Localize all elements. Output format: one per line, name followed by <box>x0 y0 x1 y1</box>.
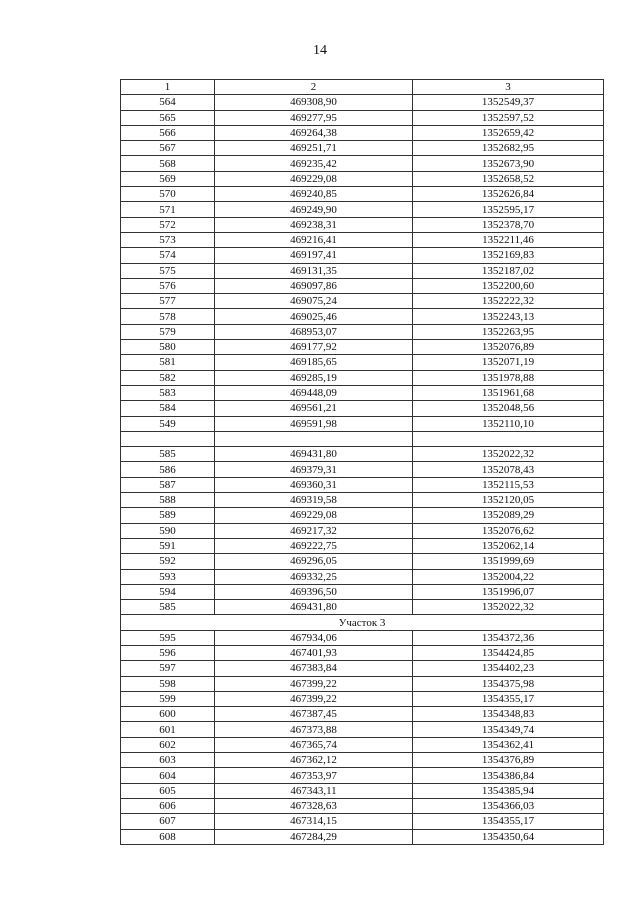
x-coordinate-cell: 469308,90 <box>215 95 413 110</box>
y-coordinate-cell: 1354402,23 <box>413 661 604 676</box>
x-coordinate-cell: 469396,50 <box>215 584 413 599</box>
x-coordinate-cell: 467373,88 <box>215 722 413 737</box>
point-number-cell: 585 <box>121 600 215 615</box>
x-coordinate-cell: 467399,22 <box>215 676 413 691</box>
table-row <box>121 798 604 813</box>
x-coordinate-cell: 467343,11 <box>215 783 413 798</box>
point-number-cell: 599 <box>121 691 215 706</box>
point-number-cell: 574 <box>121 248 215 263</box>
x-coordinate-cell: 469591,98 <box>215 416 413 431</box>
table-row <box>121 294 604 309</box>
table-row <box>121 278 604 293</box>
point-number-cell: 590 <box>121 523 215 538</box>
x-coordinate-cell: 467362,12 <box>215 753 413 768</box>
x-coordinate-cell: 469249,90 <box>215 202 413 217</box>
table-row <box>121 309 604 324</box>
table-row <box>121 370 604 385</box>
y-coordinate-cell: 1354348,83 <box>413 707 604 722</box>
y-coordinate-cell: 1352076,89 <box>413 340 604 355</box>
table-row <box>121 110 604 125</box>
y-coordinate-cell: 1352089,29 <box>413 508 604 523</box>
y-coordinate-cell: 1352110,10 <box>413 416 604 431</box>
table-row <box>121 248 604 263</box>
x-coordinate-cell: 469229,08 <box>215 508 413 523</box>
y-coordinate-cell: 1352048,56 <box>413 401 604 416</box>
table-row <box>121 431 604 446</box>
table-row <box>121 401 604 416</box>
x-coordinate-cell: 467387,45 <box>215 707 413 722</box>
point-number-cell: 582 <box>121 370 215 385</box>
x-coordinate-cell: 469075,24 <box>215 294 413 309</box>
table-row <box>121 554 604 569</box>
point-number-cell: 587 <box>121 477 215 492</box>
point-number-cell: 568 <box>121 156 215 171</box>
y-coordinate-cell: 1352682,95 <box>413 141 604 156</box>
point-number-cell: 585 <box>121 447 215 462</box>
table-row <box>121 156 604 171</box>
x-coordinate-cell: 469185,65 <box>215 355 413 370</box>
point-number-cell: 565 <box>121 110 215 125</box>
point-number-cell: 577 <box>121 294 215 309</box>
x-coordinate-cell: 467365,74 <box>215 737 413 752</box>
y-coordinate-cell: 1354372,36 <box>413 630 604 645</box>
point-number-cell: 588 <box>121 493 215 508</box>
table-row <box>121 722 604 737</box>
point-number-cell: 583 <box>121 385 215 400</box>
x-coordinate-cell <box>215 431 413 446</box>
table-row <box>121 477 604 492</box>
y-coordinate-cell: 1351996,07 <box>413 584 604 599</box>
point-number-cell: 597 <box>121 661 215 676</box>
table-row <box>121 538 604 553</box>
y-coordinate-cell: 1354362,41 <box>413 737 604 752</box>
table-row <box>121 508 604 523</box>
x-coordinate-cell: 468953,07 <box>215 324 413 339</box>
x-coordinate-cell: 469431,80 <box>215 447 413 462</box>
x-coordinate-cell: 469197,41 <box>215 248 413 263</box>
x-coordinate-cell: 469285,19 <box>215 370 413 385</box>
table-row <box>121 385 604 400</box>
point-number-cell: 566 <box>121 125 215 140</box>
table-row <box>121 691 604 706</box>
x-coordinate-cell: 467284,29 <box>215 829 413 844</box>
point-number-cell: 575 <box>121 263 215 278</box>
point-number-cell: 578 <box>121 309 215 324</box>
table-row <box>121 753 604 768</box>
y-coordinate-cell: 1352626,84 <box>413 187 604 202</box>
y-coordinate-cell: 1352222,32 <box>413 294 604 309</box>
y-coordinate-cell: 1352022,32 <box>413 447 604 462</box>
x-coordinate-cell: 469235,42 <box>215 156 413 171</box>
y-coordinate-cell: 1354375,98 <box>413 676 604 691</box>
table-row <box>121 600 604 615</box>
x-coordinate-cell: 467314,15 <box>215 814 413 829</box>
table-row <box>121 171 604 186</box>
y-coordinate-cell: 1352595,17 <box>413 202 604 217</box>
table-row <box>121 462 604 477</box>
point-number-cell: 567 <box>121 141 215 156</box>
table-row <box>121 814 604 829</box>
point-number-cell: 606 <box>121 798 215 813</box>
table-row <box>121 569 604 584</box>
point-number-cell: 602 <box>121 737 215 752</box>
x-coordinate-cell: 469332,25 <box>215 569 413 584</box>
table-row <box>121 661 604 676</box>
x-coordinate-cell: 469229,08 <box>215 171 413 186</box>
point-number-cell: 595 <box>121 630 215 645</box>
point-number-cell: 564 <box>121 95 215 110</box>
point-number-cell: 584 <box>121 401 215 416</box>
x-coordinate-cell: 469360,31 <box>215 477 413 492</box>
coordinates-table-body <box>121 80 604 845</box>
table-row <box>121 232 604 247</box>
x-coordinate-cell: 469264,38 <box>215 125 413 140</box>
y-coordinate-cell: 1352169,83 <box>413 248 604 263</box>
y-coordinate-cell: 1352120,05 <box>413 493 604 508</box>
table-row <box>121 141 604 156</box>
section-row <box>121 615 604 630</box>
point-number-cell: 603 <box>121 753 215 768</box>
y-coordinate-cell: 1354376,89 <box>413 753 604 768</box>
table-row <box>121 707 604 722</box>
table-row <box>121 783 604 798</box>
point-number-cell: 586 <box>121 462 215 477</box>
y-coordinate-cell: 1354366,03 <box>413 798 604 813</box>
point-number-cell: 576 <box>121 278 215 293</box>
table-row <box>121 645 604 660</box>
y-coordinate-cell: 1352115,53 <box>413 477 604 492</box>
coordinates-table <box>120 79 604 845</box>
x-coordinate-cell: 469448,09 <box>215 385 413 400</box>
x-coordinate-cell: 467383,84 <box>215 661 413 676</box>
y-coordinate-cell: 1352659,42 <box>413 125 604 140</box>
y-coordinate-cell: 1351999,69 <box>413 554 604 569</box>
table-row <box>121 829 604 844</box>
table-row <box>121 125 604 140</box>
point-number-cell: 569 <box>121 171 215 186</box>
y-coordinate-cell: 1352378,70 <box>413 217 604 232</box>
table-header-row <box>121 80 604 95</box>
point-number-cell: 572 <box>121 217 215 232</box>
table-row <box>121 340 604 355</box>
y-coordinate-cell: 1352022,32 <box>413 600 604 615</box>
y-coordinate-cell: 1352211,46 <box>413 232 604 247</box>
x-coordinate-cell: 469277,95 <box>215 110 413 125</box>
section-title: Участок 3 <box>121 615 604 630</box>
table-row <box>121 324 604 339</box>
x-coordinate-cell: 469238,31 <box>215 217 413 232</box>
x-coordinate-cell: 469177,92 <box>215 340 413 355</box>
y-coordinate-cell: 1354349,74 <box>413 722 604 737</box>
point-number-cell: 593 <box>121 569 215 584</box>
y-coordinate-cell: 1352263,95 <box>413 324 604 339</box>
y-coordinate-cell: 1352549,37 <box>413 95 604 110</box>
x-coordinate-cell: 467353,97 <box>215 768 413 783</box>
x-coordinate-cell: 467934,06 <box>215 630 413 645</box>
x-coordinate-cell: 469097,86 <box>215 278 413 293</box>
x-coordinate-cell: 469379,31 <box>215 462 413 477</box>
point-number-cell: 581 <box>121 355 215 370</box>
column-header: 3 <box>413 80 604 95</box>
x-coordinate-cell: 469025,46 <box>215 309 413 324</box>
point-number-cell: 579 <box>121 324 215 339</box>
point-number-cell: 604 <box>121 768 215 783</box>
point-number-cell: 601 <box>121 722 215 737</box>
table-row <box>121 187 604 202</box>
table-row <box>121 630 604 645</box>
y-coordinate-cell: 1354350,64 <box>413 829 604 844</box>
x-coordinate-cell: 469217,32 <box>215 523 413 538</box>
y-coordinate-cell: 1354355,17 <box>413 691 604 706</box>
y-coordinate-cell: 1352673,90 <box>413 156 604 171</box>
x-coordinate-cell: 467399,22 <box>215 691 413 706</box>
table-row <box>121 416 604 431</box>
x-coordinate-cell: 467401,93 <box>215 645 413 660</box>
y-coordinate-cell: 1352658,52 <box>413 171 604 186</box>
point-number-cell <box>121 431 215 446</box>
y-coordinate-cell: 1352071,19 <box>413 355 604 370</box>
x-coordinate-cell: 469251,71 <box>215 141 413 156</box>
y-coordinate-cell: 1351961,68 <box>413 385 604 400</box>
x-coordinate-cell: 469319,58 <box>215 493 413 508</box>
point-number-cell: 600 <box>121 707 215 722</box>
point-number-cell: 592 <box>121 554 215 569</box>
y-coordinate-cell: 1351978,88 <box>413 370 604 385</box>
y-coordinate-cell: 1354385,94 <box>413 783 604 798</box>
y-coordinate-cell: 1352243,13 <box>413 309 604 324</box>
point-number-cell: 608 <box>121 829 215 844</box>
y-coordinate-cell: 1352076,62 <box>413 523 604 538</box>
point-number-cell: 570 <box>121 187 215 202</box>
column-header: 1 <box>121 80 215 95</box>
y-coordinate-cell: 1352078,43 <box>413 462 604 477</box>
table-row <box>121 584 604 599</box>
table-row <box>121 737 604 752</box>
x-coordinate-cell: 469240,85 <box>215 187 413 202</box>
table-row <box>121 263 604 278</box>
point-number-cell: 549 <box>121 416 215 431</box>
point-number-cell: 594 <box>121 584 215 599</box>
y-coordinate-cell <box>413 431 604 446</box>
y-coordinate-cell: 1352004,22 <box>413 569 604 584</box>
point-number-cell: 580 <box>121 340 215 355</box>
x-coordinate-cell: 469222,75 <box>215 538 413 553</box>
column-header: 2 <box>215 80 413 95</box>
y-coordinate-cell: 1354355,17 <box>413 814 604 829</box>
page-number: 14 <box>313 43 327 58</box>
y-coordinate-cell: 1352187,02 <box>413 263 604 278</box>
table-row <box>121 355 604 370</box>
point-number-cell: 573 <box>121 232 215 247</box>
x-coordinate-cell: 469131,35 <box>215 263 413 278</box>
point-number-cell: 607 <box>121 814 215 829</box>
table-row <box>121 676 604 691</box>
y-coordinate-cell: 1354424,85 <box>413 645 604 660</box>
point-number-cell: 596 <box>121 645 215 660</box>
point-number-cell: 605 <box>121 783 215 798</box>
y-coordinate-cell: 1352597,52 <box>413 110 604 125</box>
table-row <box>121 493 604 508</box>
x-coordinate-cell: 469561,21 <box>215 401 413 416</box>
table-row <box>121 217 604 232</box>
point-number-cell: 589 <box>121 508 215 523</box>
y-coordinate-cell: 1352200,60 <box>413 278 604 293</box>
table-row <box>121 768 604 783</box>
y-coordinate-cell: 1354386,84 <box>413 768 604 783</box>
x-coordinate-cell: 469296,05 <box>215 554 413 569</box>
table-row <box>121 447 604 462</box>
point-number-cell: 591 <box>121 538 215 553</box>
point-number-cell: 598 <box>121 676 215 691</box>
x-coordinate-cell: 467328,63 <box>215 798 413 813</box>
x-coordinate-cell: 469216,41 <box>215 232 413 247</box>
y-coordinate-cell: 1352062,14 <box>413 538 604 553</box>
x-coordinate-cell: 469431,80 <box>215 600 413 615</box>
table-row <box>121 523 604 538</box>
point-number-cell: 571 <box>121 202 215 217</box>
table-row <box>121 95 604 110</box>
table-row <box>121 202 604 217</box>
